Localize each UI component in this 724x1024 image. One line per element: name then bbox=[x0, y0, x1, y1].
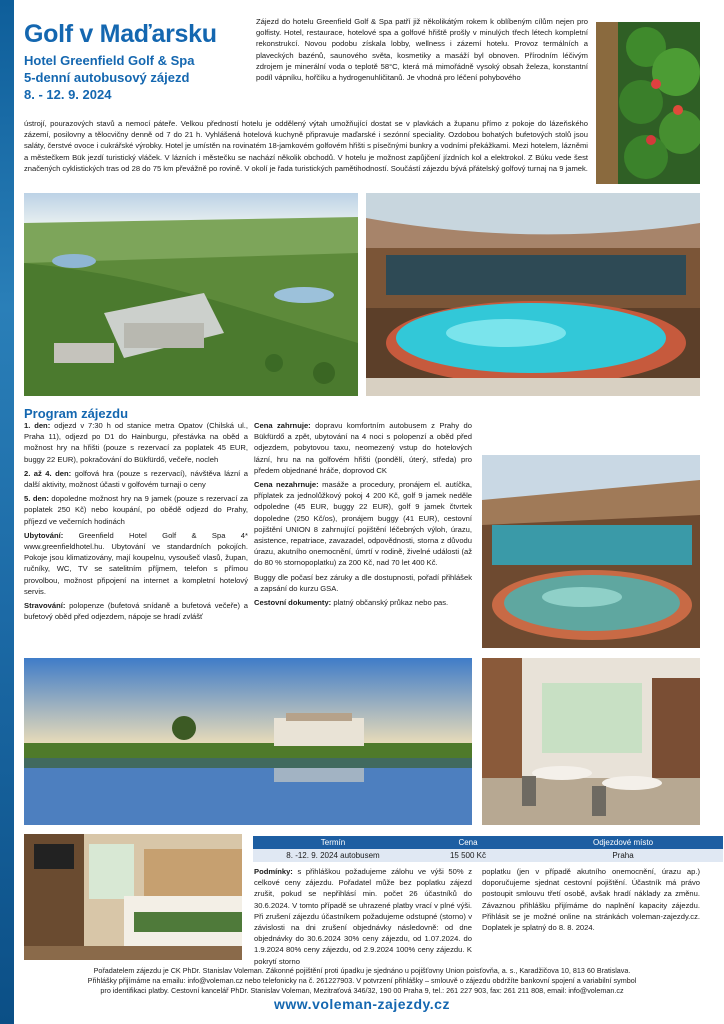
photo-golf-aerial bbox=[24, 193, 358, 396]
footer-organizer: Pořadatelem zájezdu je CK PhDr. Stanislav Voleman. Zákonné pojištění proti úpadku je sjednáno u pojišťovny Union poisťovňa, a. s., Karadžičova 10, 813 60 Bratislava. bbox=[93, 966, 631, 975]
cell-term: 8. -12. 9. 2024 autobusem bbox=[253, 849, 413, 862]
travel-documents: Cestovní dokumenty: platný občanský průkaz nebo pas. bbox=[254, 598, 449, 608]
cell-departure: Praha bbox=[523, 849, 723, 862]
price-section bbox=[254, 420, 472, 608]
hotel-name: Hotel Greenfield Golf & Spa bbox=[24, 53, 195, 68]
buggy-note: Buggy dle počasí bez záruky a dle dostupnosti, pořadí přihlášek a zapsání do kurzu GSA. bbox=[254, 572, 472, 593]
intro-text-full: ústrojí, pourazových stavů a nemocí páteře. Velkou předností hotelu je oddělený výtah umožňující dostat se v plavkách a županu přímo z pokoje do lázeňského zázemí, posilovny a tělocvičny denně od 7 do 21 h. Vyhlášená hotelová kuchyně připravuje maďarské i sezónní speciality. Ozdobou bohatých bufetových stolů jsou saláty, čerstvé ovoce i cukrářské výrobky. Hotel je umístěn na rovinatém 18-jamkovém golfovém hřišti s písečnými bunkry a vodními překážkami. Mezi hotelem, lázněmi a městečkem Bük jezdí turistický vláček. V lázních i městečku se nachází několik obchodů. V hotelu je možnost zapůjčení jízdních kol a elektrokol. Z Búku vede šest značených cyklistických tras od 28 do 75 km převážně po rovině. V okolí je řada turistických pamětihodností. Součástí zájezdu bývá přátelský golfový turnaj na 9 jamek. bbox=[24, 119, 588, 173]
tour-type: 5-denní autobusový zájezd bbox=[24, 70, 190, 85]
program-lodging: Ubytování: Greenfield Hotel Golf & Spa 4* www.greenfieldhotel.hu. Ubytování ve standardních pokojích. Pokoje jsou klimatizovány, mají koupelnu, vysoušeč vlasů, župan, ručníky, WC, TV se satelitním příjmem, telefon s přímou provolbou, možnost připojení na internet a kompletní hotelový servis. bbox=[24, 530, 248, 596]
program-section bbox=[24, 420, 248, 622]
price-table-row bbox=[253, 849, 723, 862]
photo-hotel-room bbox=[24, 834, 242, 960]
footer-contact: pro identifikaci platby. Cestovní kancelář PhDr. Stanislav Voleman, Mezitraťová 346/32, 190 00 Praha 9, tel.: 261 227 903, fax: 261 211 808, email: info@voleman.cz bbox=[100, 986, 624, 995]
col-header-term: Termín bbox=[253, 836, 413, 849]
decorative-side-stripe bbox=[0, 0, 14, 1024]
page-title: Golf v Maďarsku bbox=[24, 20, 217, 48]
program-board: Stravování: polopenze (bufetová snídaně a bufetová večeře) a bufetový oběd před odjezdem, nápoje se hradí zvlášť bbox=[24, 601, 248, 622]
price-table bbox=[253, 836, 723, 862]
col-header-departure: Odjezdové místo bbox=[523, 836, 723, 849]
program-day-2-4: 2. až 4. den: golfová hra (pouze s rezervací), návštěva lázní a další aktivity, možnost účasti v golfovém turnaji o ceny bbox=[24, 468, 248, 490]
photo-lake-hotel bbox=[24, 658, 472, 825]
footer-text bbox=[24, 966, 700, 996]
conditions-right: poplatku (jen v případě akutního onemocnění, úrazu ap.) doporučujeme sjednat cestovní pojištění. Účastník má právo postoupit smlouvu třetí osobě, avšak hradí náklady za změnu. Závaznou přihlášku přijímáme do naplnění kapacity zájezdu. Přihlásit se je možné online na stránkách voleman-zajezdy.cz. Doplatek je splatný do 8. 8. 2024. bbox=[482, 867, 700, 933]
program-heading: Program zájezdu bbox=[24, 406, 129, 421]
cell-price: 15 500 Kč bbox=[413, 849, 523, 862]
intro-text-top: Zájezd do hotelu Greenfield Golf & Spa patří již několikátým rokem k oblíbeným cílům nejen pro golfisty. Hotel, restaurace, hotelové spa a golfové hřiště prošly v minulých třech létech kompletní rekonstrukcí. Novou podobu získala lobby, wellness i zázemí hotelu. Provoz termálních a plaveckých bazénů, saunového světa, kosmetiky a masáží byl obnoven. Přírodním léčivým zdrojem je minerální voda o teplotě 58°C, která má mimořádně vysoký obsah železa, konstantní podíl vápníku, hořčíku a hydrogenuhličitanů. Je vhodná pro léčení pohybového bbox=[256, 17, 588, 83]
photo-restaurant bbox=[482, 658, 700, 825]
photo-thermal-pool bbox=[482, 455, 700, 648]
tour-dates: 8. - 12. 9. 2024 bbox=[24, 87, 112, 102]
photo-hotel-plants bbox=[596, 22, 700, 184]
footer-registration: Přihlášky přijímáme na emailu: info@voleman.cz nebo telefonicky na č. 261227903. V potvrzení přihlášky – smlouvě o zájezdu obdržíte bankovní spojení a variabilní symbol bbox=[87, 976, 637, 985]
price-excludes: Cena nezahrnuje: masáže a procedury, pronájem el. autíčka, příplatek za jednolůžkový pokoj 4 200 Kč, golf 9 jamek neděle odpoledne (45 EUR, buggy 22 EUR), golf 9 jamek čtvrtek dopoledne (250 Kč/os), pronájem buggy (41 EUR), cestovní pojištění UNION 8 zahrnující pojištění léčebných výloh, úrazu, asistence, repatriace, zavazadel, odpovědnosti, storna z důvodu úrazu, akutního onemocnění, úmrtí v rodině, živelné události (až do 80 % stornopoplatku) za 200 Kč, nad 70 let 400 Kč. bbox=[254, 480, 472, 568]
col-header-price: Cena bbox=[413, 836, 523, 849]
program-day-1: 1. den: odjezd v 7:30 h od stanice metra Opatov (Chilská ul., Praha 11), odjezd po D1 do Hainburgu, přestávka na oběd a možnost hry na hřišti (pouze s rezervací za poplatek 45 EUR, buggy 22 EUR), pokračování do Bükfürdő, večeře, nocleh bbox=[24, 421, 248, 464]
price-table-header bbox=[253, 836, 723, 849]
photo-indoor-pool bbox=[366, 193, 700, 396]
conditions-left: Podmínky: s přihláškou požadujeme zálohu ve výši 50% z celkové ceny zájezdu. Pořadatel může bez poplatku zájezd zrušit, pokud se nepřihlásí min. počet 26 účastníků do 30.6.2024. V tomto případě se uhrazené platby vrací v plné výši. Při zrušení zájezdu účastníkem požadujeme odstupné (storno) v závislosti na dni zrušení objednávky následovně: od dne objednávky do 30.6.2024 30% ceny zájezdu, od 1.07.2024. do 1.9.2024 80% ceny zájezdu, od 2.9.2024 100% ceny zájezdu. K pokrytí storno bbox=[254, 867, 472, 966]
website-link[interactable]: www.voleman-zajezdy.cz bbox=[274, 996, 450, 1012]
price-includes: Cena zahrnuje: dopravu komfortním autobusem z Prahy do Bükfürdő a zpět, ubytování na 4 noci s polopenzí a oběd před odjezdem, pobytovou taxu, neomezený vstup do hotelových lázní, hru na na golfovém hřišti (pondělí, úterý, středa) pro předem objednané hráče, doprovod CK bbox=[254, 421, 472, 475]
program-day-5: 5. den: dopoledne možnost hry na 9 jamek (pouze s rezervací za poplatek 250 Kč) nebo koupání, po obědě odjezd do Prahy, příjezd ve večerních hodinách bbox=[24, 494, 248, 526]
